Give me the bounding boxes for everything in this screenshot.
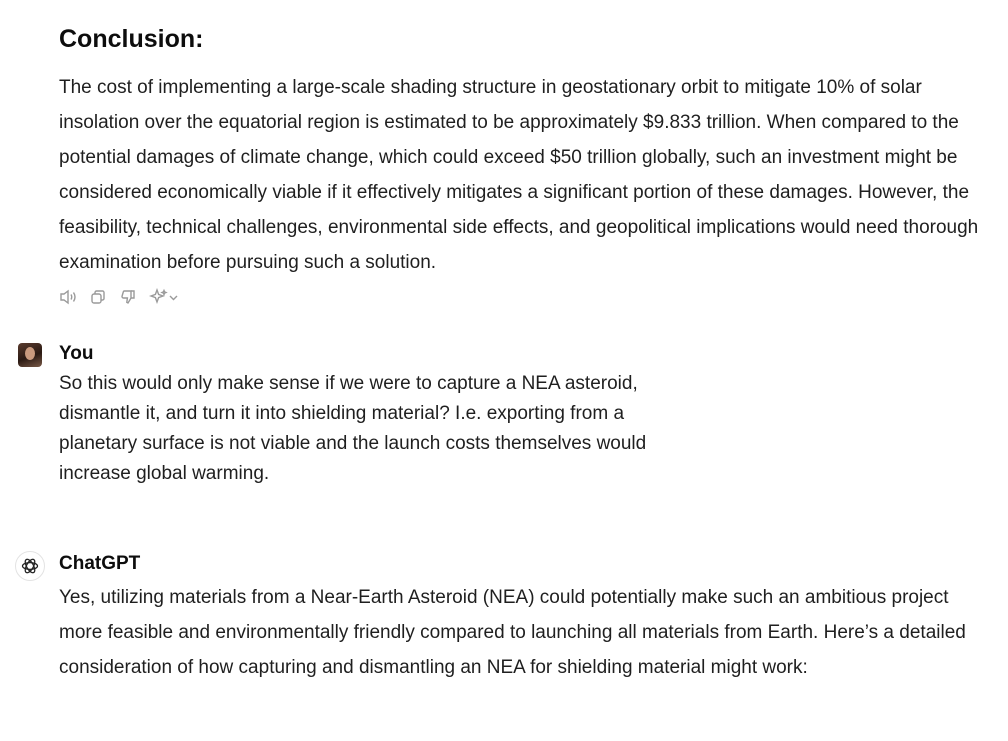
user-avatar [18,343,42,367]
message-actions [58,287,182,307]
copy-icon[interactable] [88,287,108,307]
thumbs-down-icon[interactable] [118,287,138,307]
conclusion-paragraph: The cost of implementing a large-scale shading structure in geostationary orbit to mitigate 10% of solar insolation over the equatorial region is estimated to be approximately $9.833 trillion. When compared to the potential damages of climate change, which could exceed $50 trillion globally, such an investment might be considered economically viable if it effectively mitigates a significant portion of these damages. However, the feasibility, technical challenges, environmental side effects, and geopolitical implications would need thorough examination before pursuing such a solution. [59,77,979,273]
read-aloud-icon[interactable] [58,287,78,307]
regenerate-sparkle-icon[interactable] [148,287,182,307]
chatgpt-logo-icon [15,551,45,581]
conclusion-heading: Conclusion: [59,25,204,53]
user-author-name: You [59,343,94,364]
assistant-author-name: ChatGPT [59,553,141,574]
assistant-message-text: Yes, utilizing materials from a Near-Earth Asteroid (NEA) could potentially make such an ambitious project more feasible and environmentally friendly compared to launching all materials from Earth. Here’s a detailed consideration of how capturing and dismantling an NEA for shielding material might work: [59,587,966,678]
user-message-text: So this would only make sense if we were to capture a NEA asteroid, dismantle it, and turn it into shielding material? I.e. exporting from a planetary surface is not viable and the launch costs themselves would increase global warming. [59,373,647,484]
